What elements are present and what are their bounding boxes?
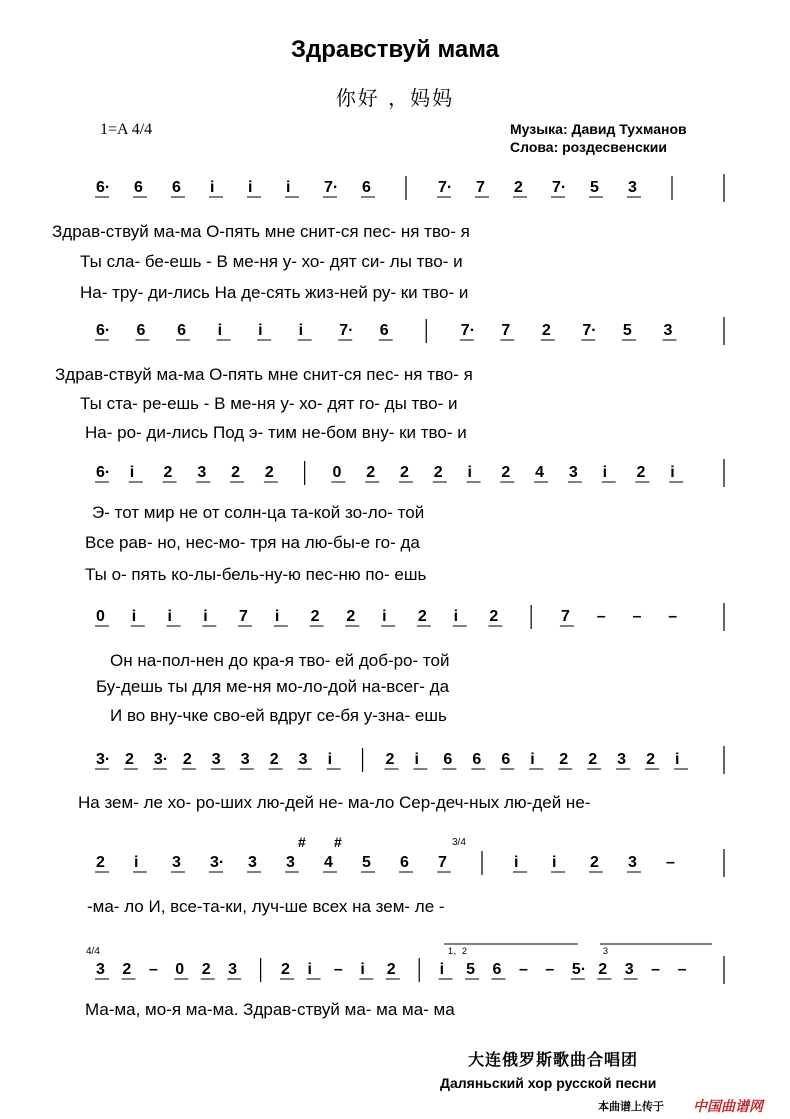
- music-credit: Музыка: Давид Тухманов: [510, 121, 687, 137]
- note: i: [131, 608, 137, 625]
- note: 3·: [96, 751, 111, 768]
- note: i: [248, 179, 253, 196]
- note: 2: [646, 751, 656, 768]
- lyric-line: Ты ста- ре-ешь - В ме-ня у- хо- дят го- ды тво- и: [80, 394, 458, 413]
- note: 7·: [552, 179, 567, 196]
- note: 2: [386, 961, 396, 978]
- note: i: [514, 854, 519, 871]
- note: 6: [379, 322, 389, 339]
- note: 2: [636, 464, 646, 481]
- note: 3: [568, 464, 578, 481]
- note: 2: [269, 751, 279, 768]
- note: 6: [177, 322, 186, 339]
- note: 6·: [96, 322, 111, 339]
- lyric-line: Ма-ма, мо-я ма-ма. Здрав-ствуй ма- ма ма- ма: [85, 1000, 455, 1019]
- note: 7: [476, 179, 485, 196]
- note: 2: [501, 464, 511, 481]
- note: 2: [417, 608, 427, 625]
- note: 7: [239, 608, 248, 625]
- note: 7: [438, 854, 447, 871]
- note: –: [668, 608, 678, 625]
- note: 6: [443, 751, 453, 768]
- time-change: 4/4: [86, 946, 100, 957]
- note: –: [518, 961, 528, 978]
- note: 5: [590, 179, 599, 196]
- song-title: Здравствуй мама: [290, 36, 500, 63]
- note: i: [274, 608, 280, 625]
- note: 6: [400, 854, 409, 871]
- note: –: [148, 961, 158, 978]
- note: 2: [124, 751, 134, 768]
- sharp-sign: #: [334, 834, 342, 850]
- note: i: [467, 464, 473, 481]
- note: –: [333, 961, 343, 978]
- note: 3: [228, 961, 238, 978]
- note: 2: [310, 608, 320, 625]
- lyric-line: Ты о- пять ко-лы-бель-ну-ю пес-ню по- ешь: [85, 565, 427, 584]
- lyric-line: Ты сла- бе-ешь - В ме-ня у- хо- дят си- лы тво- и: [80, 252, 463, 271]
- lyric-line: Здрав-ствуй ма-ма О-пять мне снит-ся пес- ня тво- я: [55, 365, 473, 384]
- choir-name-cn: 大连俄罗斯歌曲合唱团: [468, 1050, 639, 1069]
- note: 3·: [210, 854, 225, 871]
- note: 7·: [460, 322, 476, 339]
- note: –: [632, 608, 642, 625]
- note: i: [307, 961, 312, 978]
- lyric-line: Э- тот мир не от солн-ца та-кой зо-ло- той: [92, 503, 425, 522]
- note: 2: [122, 961, 132, 978]
- note: 6: [501, 751, 511, 768]
- note: 0: [175, 961, 185, 978]
- volta-2-label: 3: [603, 946, 609, 956]
- volta-1-label: 1、2: [448, 946, 468, 956]
- lyric-line: Бу-дешь ты для ме-ня мо-ло-дой на-всег- да: [96, 677, 450, 696]
- note: 7: [501, 322, 511, 339]
- note: 7·: [339, 322, 354, 339]
- note: 2: [346, 608, 356, 625]
- note: i: [203, 608, 208, 625]
- upload-note: 本曲谱上传于: [598, 1101, 664, 1113]
- note: 2: [598, 961, 608, 978]
- note: 6: [472, 751, 482, 768]
- note: 2: [400, 464, 409, 481]
- note: 3: [197, 464, 207, 481]
- lyric-line: Он на-пол-нен до кра-я тво- ей доб-ро- той: [110, 651, 450, 670]
- note: 2: [489, 608, 499, 625]
- note: 4: [324, 854, 333, 871]
- note: 6: [134, 179, 143, 196]
- note: 3: [248, 854, 257, 871]
- note: –: [651, 961, 661, 978]
- words-credit: Слова: роздесвенскии: [510, 139, 667, 155]
- note: 2: [385, 751, 395, 768]
- note: i: [129, 464, 135, 481]
- note: 6·: [96, 179, 111, 196]
- note: 3: [624, 961, 634, 978]
- note: i: [167, 608, 172, 625]
- song-subtitle: 你好 ，妈妈: [335, 86, 455, 110]
- note: 2: [231, 464, 241, 481]
- note: i: [134, 854, 139, 871]
- note: i: [258, 322, 263, 339]
- sharp-sign: #: [298, 834, 306, 850]
- lyric-line: Все рав- но, нес-мо- тря на лю-бы-е го- да: [85, 533, 420, 552]
- note: i: [414, 751, 419, 768]
- note: 3: [617, 751, 627, 768]
- note: 3: [628, 179, 637, 196]
- note: 2: [590, 854, 599, 871]
- note: 3: [286, 854, 295, 871]
- note: i: [298, 322, 304, 339]
- note: 2: [264, 464, 274, 481]
- note: 3: [298, 751, 308, 768]
- lyric-line: На- тру- ди-лись На де-сять жиз-ней ру- ки тво- и: [80, 283, 469, 302]
- note: 3·: [153, 751, 169, 768]
- note: 2: [559, 751, 569, 768]
- note: i: [675, 751, 680, 768]
- note: i: [670, 464, 675, 481]
- note: 3: [211, 751, 221, 768]
- note: 3: [96, 961, 105, 978]
- note: 7·: [438, 179, 453, 196]
- note: 2: [433, 464, 443, 481]
- note: 3: [628, 854, 637, 871]
- choir-name-ru: Даляньский хор русской песни: [440, 1075, 657, 1091]
- note: 5·: [571, 961, 587, 978]
- note: –: [545, 961, 555, 978]
- note: 3: [240, 751, 250, 768]
- note: 2: [281, 961, 290, 978]
- note: i: [602, 464, 608, 481]
- note: 2: [96, 854, 105, 871]
- note: i: [552, 854, 557, 871]
- note: i: [217, 322, 223, 339]
- note: i: [453, 608, 459, 625]
- lyric-line: -ма- ло И, все-та-ки, луч-ше всех на зем- ле -: [87, 897, 445, 916]
- note: 2: [541, 322, 551, 339]
- note: 6: [362, 179, 371, 196]
- note: 3: [172, 854, 181, 871]
- note: 2: [588, 751, 598, 768]
- note: 0: [332, 464, 342, 481]
- note: i: [327, 751, 333, 768]
- note: i: [439, 961, 445, 978]
- note: i: [530, 751, 535, 768]
- lyric-line: Здрав-ствуй ма-ма О-пять мне снит-ся пес- ня тво- я: [52, 222, 470, 241]
- site-watermark: 中国曲谱网: [693, 1098, 763, 1114]
- note: 5: [466, 961, 475, 978]
- note: 4: [535, 464, 545, 481]
- note: 2: [163, 464, 173, 481]
- note: 0: [96, 608, 105, 625]
- note: i: [210, 179, 215, 196]
- note: –: [596, 608, 606, 625]
- note: i: [360, 961, 365, 978]
- note: 2: [514, 179, 523, 196]
- note: –: [677, 961, 687, 978]
- lyric-line: На- ро- ди-лись Под э- тим не-бом вну- ки тво- и: [85, 423, 467, 442]
- note: 6: [172, 179, 181, 196]
- note: 6: [136, 322, 146, 339]
- note: 7: [560, 608, 570, 625]
- time-change: 3/4: [452, 837, 466, 848]
- lyric-line: На зем- ле хо- ро-ших лю-дей не- ма-ло Сер-деч-ных лю-дей не-: [78, 793, 591, 812]
- note: 7·: [324, 179, 339, 196]
- note: i: [286, 179, 291, 196]
- note: 2: [366, 464, 376, 481]
- note: 6·: [96, 464, 111, 481]
- note: 2: [182, 751, 192, 768]
- note: 7·: [582, 322, 597, 339]
- note: –: [666, 854, 675, 871]
- note: i: [382, 608, 387, 625]
- note: 2: [201, 961, 211, 978]
- note: 3: [663, 322, 673, 339]
- lyric-line: И во вну-чке сво-ей вдруг се-бя у-зна- ешь: [110, 706, 447, 725]
- note: 6: [492, 961, 502, 978]
- note: 5: [622, 322, 632, 339]
- note: 5: [362, 854, 371, 871]
- key-signature: 1=A 4/4: [100, 121, 153, 138]
